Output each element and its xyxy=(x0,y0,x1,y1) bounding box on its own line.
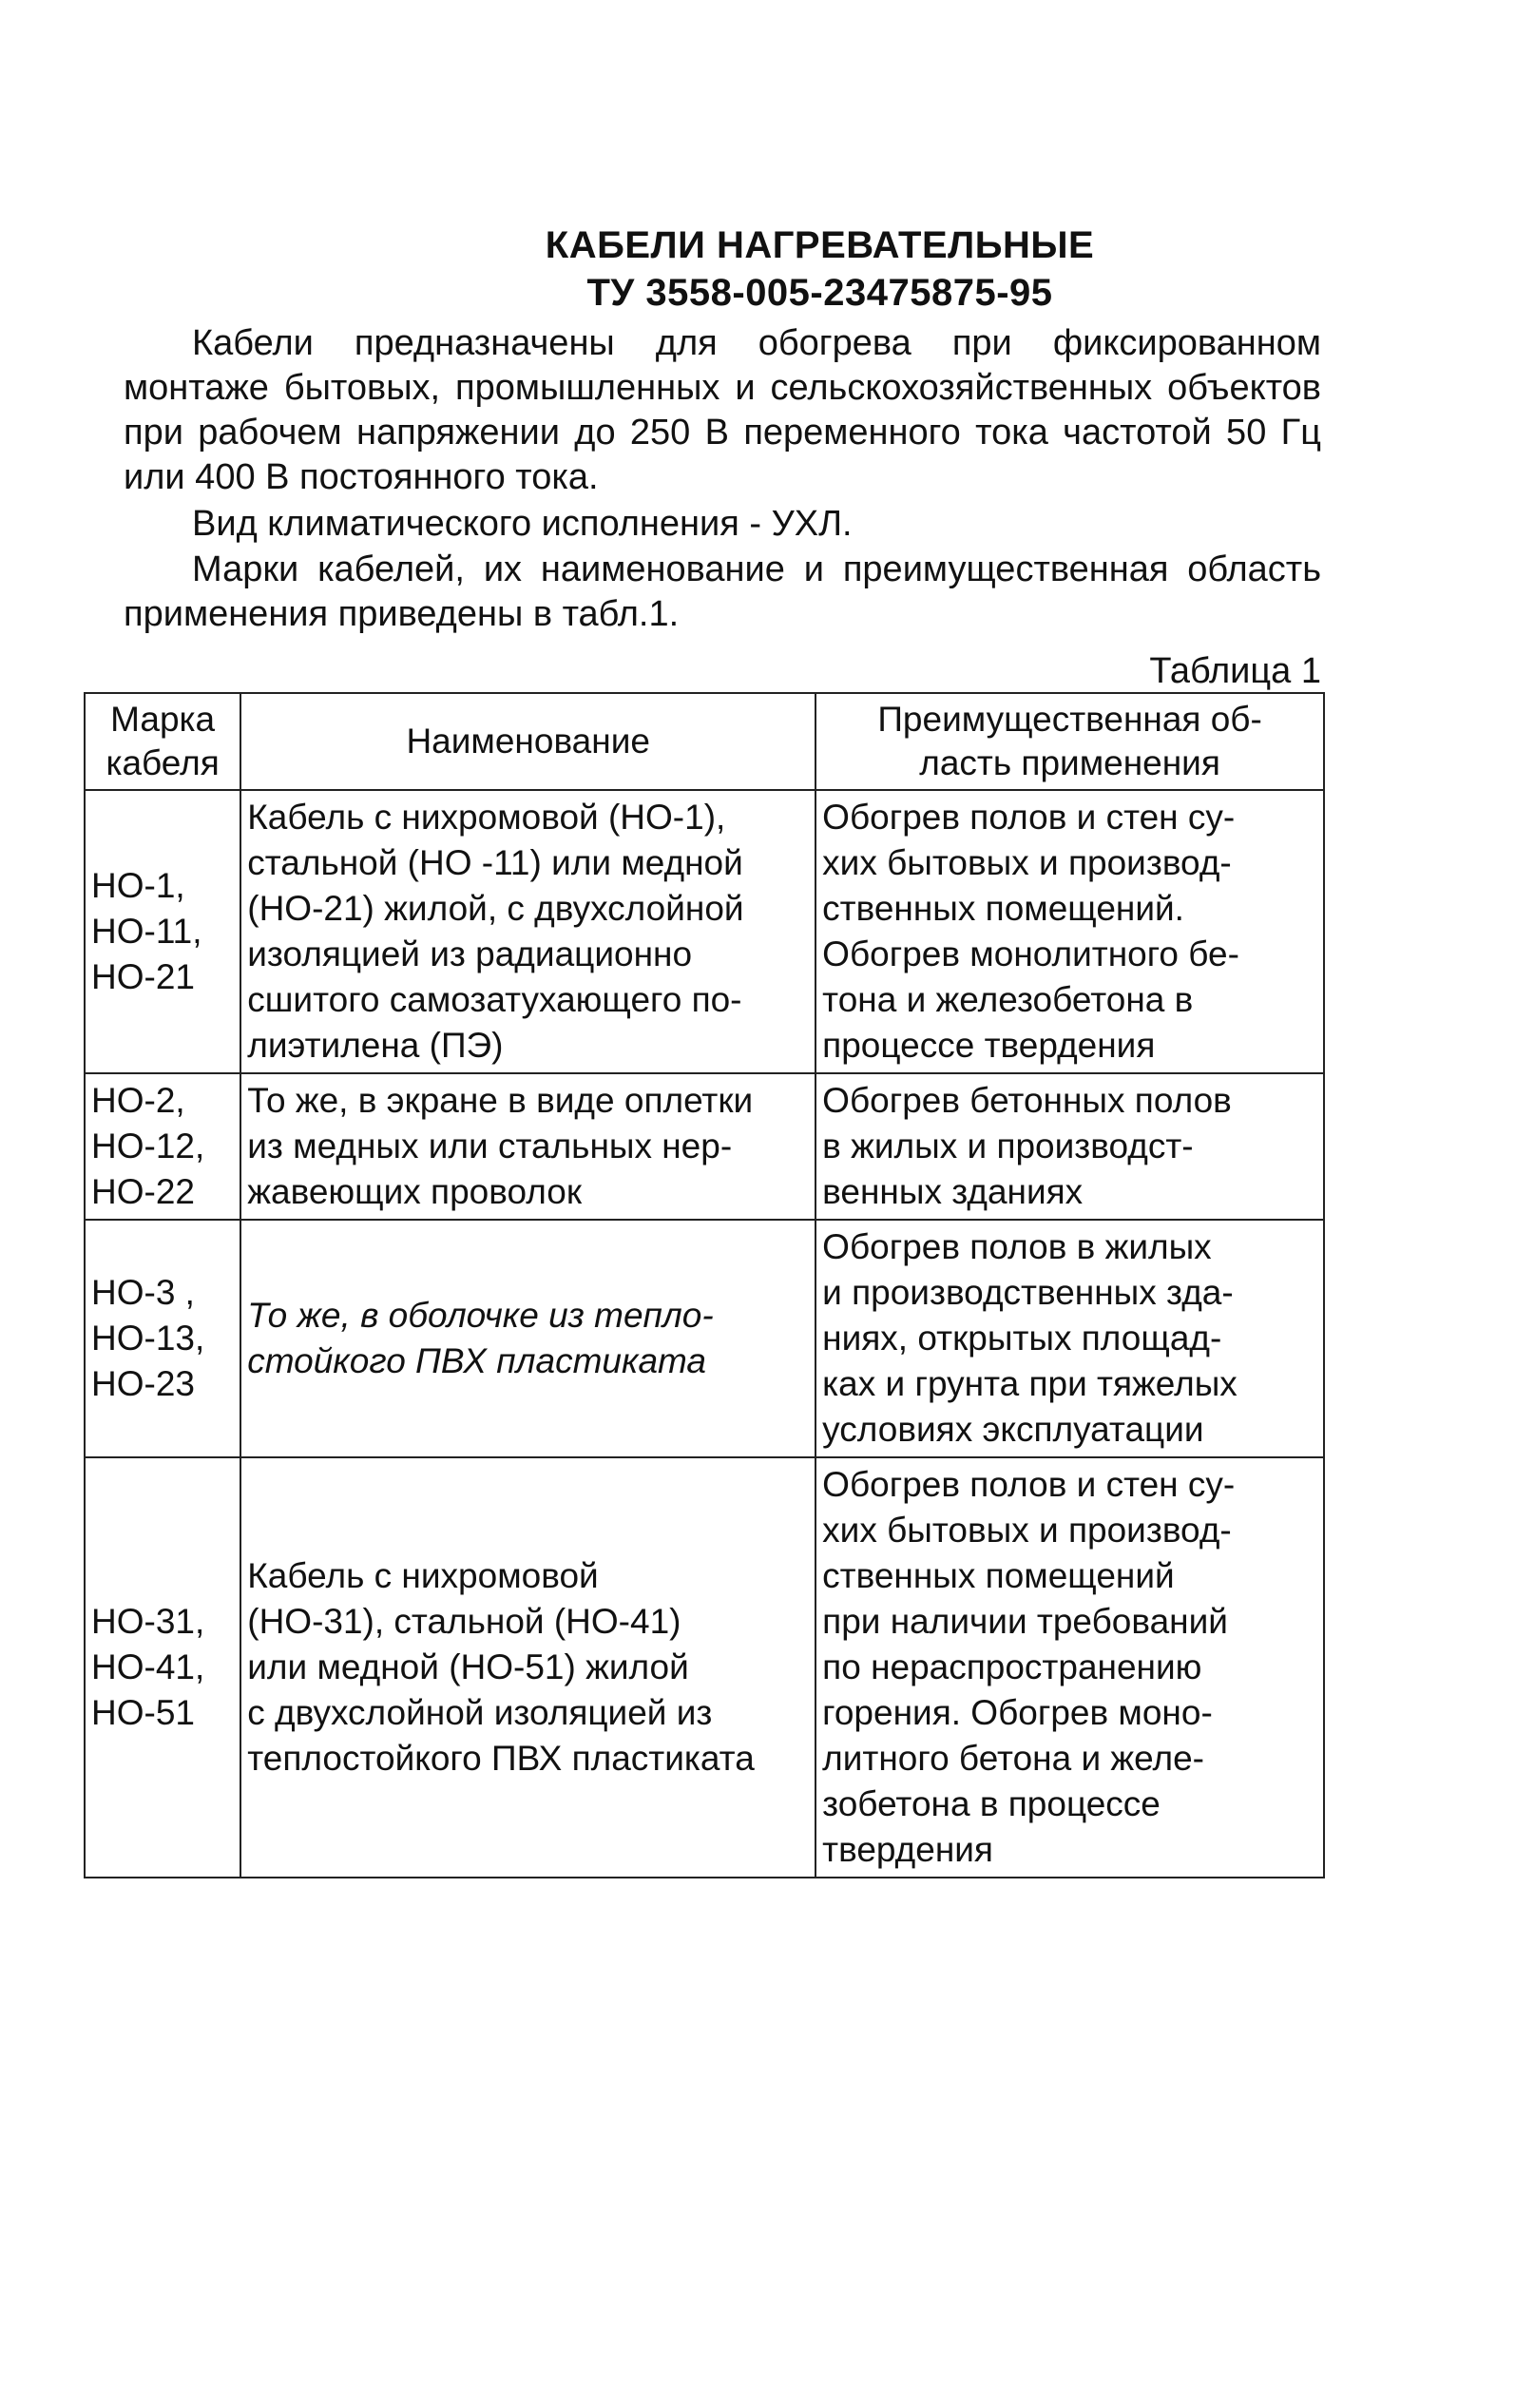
cell-name: То же, в оболочке из тепло- стойкого ПВХ пластиката xyxy=(240,1220,815,1457)
table-row xyxy=(85,1220,1324,1457)
cell-mark: НО-3 , НО-13, НО-23 xyxy=(85,1220,240,1457)
cables-table xyxy=(84,692,1325,1878)
cell-area: Обогрев полов и стен су- хих бытовых и производ- ственных помещений. Обогрев монолитного бе- тона и железобетона в процессе твердения xyxy=(815,790,1324,1073)
document-title: КАБЕЛИ НАГРЕВАТЕЛЬНЫЕ xyxy=(545,224,1095,266)
table-row xyxy=(85,790,1324,1073)
header-name: Наименование xyxy=(240,693,815,790)
cell-mark: НО-2, НО-12, НО-22 xyxy=(85,1073,240,1220)
table-row xyxy=(85,1457,1324,1878)
document-spec: ТУ 3558-005-23475875-95 xyxy=(586,272,1053,314)
table-row xyxy=(85,1073,1324,1220)
cell-area: Обогрев бетонных полов в жилых и производст- венных зданиях xyxy=(815,1073,1324,1220)
marks-text: Марки кабелей, их наименование и преимущественная область применения приведены в табл.1. xyxy=(124,549,1321,634)
table-header-row xyxy=(85,693,1324,790)
purpose-paragraph xyxy=(124,321,1321,500)
cell-name: Кабель с нихромовой (НО-1), стальной (НО -11) или медной (НО-21) жилой, с двухслойной изоляцией из радиационно сшитого самозатухающего по- лиэтилена (ПЭ) xyxy=(240,790,815,1073)
header-area: Преимущественная об- ласть применения xyxy=(815,693,1324,790)
marks-paragraph xyxy=(124,548,1321,637)
cell-mark: НО-1, НО-11, НО-21 xyxy=(85,790,240,1073)
cell-area: Обогрев полов и стен су- хих бытовых и производ- ственных помещений при наличии требований по нераспространению горения. Обогрев моно- литного бетона и желе- зобетона в процессе твердения xyxy=(815,1457,1324,1878)
cell-name: Кабель с нихромовой (НО-31), стальной (НО-41) или медной (НО-51) жилой с двухслойной изоляцией из теплостойкого ПВХ пластиката xyxy=(240,1457,815,1878)
cell-area: Обогрев полов в жилых и производственных зда- ниях, открытых площад- ках и грунта при тяжелых условиях эксплуатации xyxy=(815,1220,1324,1457)
climate-paragraph: Вид климатического исполнения - УХЛ. xyxy=(192,504,853,544)
purpose-text: Кабели предназначены для обогрева при фиксированном монтаже бытовых, промышленных и сельскохозяйственных объектов при рабочем напряжении до 250 В переменного тока частотой 50 Гц или 400 В постоянного тока. xyxy=(124,323,1321,497)
header-mark: Марка кабеля xyxy=(85,693,240,790)
table-caption: Таблица 1 xyxy=(1149,651,1321,691)
cell-name: То же, в экране в виде оплетки из медных или стальных нер- жавеющих проволок xyxy=(240,1073,815,1220)
cell-mark: НО-31, НО-41, НО-51 xyxy=(85,1457,240,1878)
